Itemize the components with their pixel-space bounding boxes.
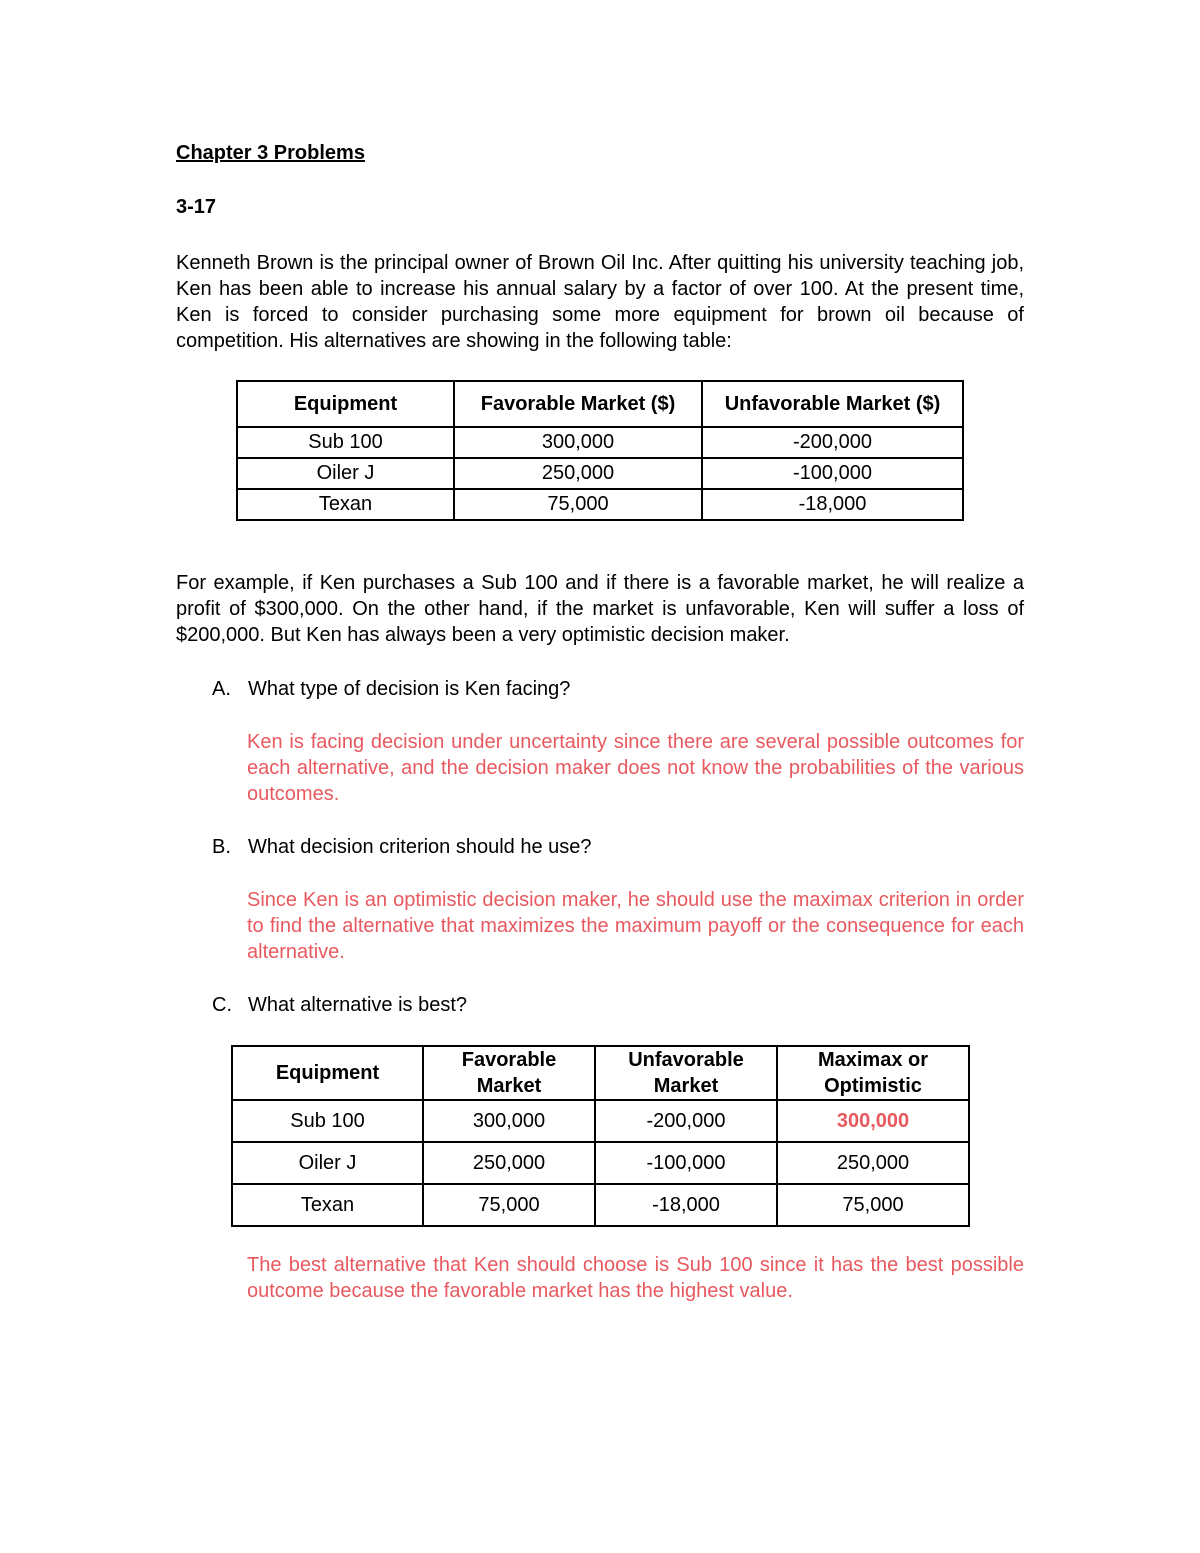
question-text: What alternative is best?	[248, 994, 467, 1016]
header-line: Market	[653, 1075, 719, 1097]
question-text: What decision criterion should he use?	[248, 836, 592, 858]
answer-b: Since Ken is an optimistic decision maker, he should use the maximax criterion in order to find the alternative that maximizes the maximum payoff or the consequence for each alternative.	[247, 889, 1024, 963]
problem-number: 3-17	[176, 196, 217, 218]
table-cell: -100,000	[702, 458, 963, 489]
table-header: Equipment	[237, 381, 454, 427]
table-cell: 300,000	[423, 1100, 595, 1142]
table-cell: 75,000	[454, 489, 702, 520]
header-line: Favorable	[461, 1049, 557, 1071]
table-header-row	[237, 381, 963, 427]
table-header	[777, 1046, 969, 1100]
equipment-table	[236, 380, 964, 521]
example-paragraph: For example, if Ken purchases a Sub 100 and if there is a favorable market, he will realize a profit of $300,000. On the other hand, if the market is unfavorable, Ken will suffer a loss of $200,000. But Ken has always been a very optimistic decision maker.	[176, 572, 1024, 646]
header-line: Unfavorable	[628, 1049, 744, 1071]
highlighted-max-cell: 300,000	[777, 1100, 969, 1142]
table-cell: Oiler J	[232, 1142, 423, 1184]
table-cell: Sub 100	[232, 1100, 423, 1142]
table-header	[232, 1046, 423, 1100]
table-cell: Texan	[237, 489, 454, 520]
maximax-table	[231, 1045, 970, 1227]
table-cell: -200,000	[702, 427, 963, 458]
header-line: Equipment	[275, 1062, 380, 1084]
table-cell: 300,000	[454, 427, 702, 458]
table-cell: Sub 100	[237, 427, 454, 458]
table-row	[232, 1184, 969, 1226]
question-label: B.	[212, 836, 231, 858]
answer-c: The best alternative that Ken should choose is Sub 100 since it has the best possible outcome because the favorable market has the highest value.	[247, 1254, 1024, 1302]
table-cell: 250,000	[777, 1142, 969, 1184]
header-line: Market	[476, 1075, 542, 1097]
table-row	[232, 1100, 969, 1142]
page-title: Chapter 3 Problems	[176, 142, 365, 164]
header-line: Optimistic	[824, 1075, 922, 1097]
question-c	[212, 992, 1024, 1018]
header-line: Maximax or	[817, 1049, 929, 1071]
question-text: What type of decision is Ken facing?	[248, 678, 571, 700]
table-header: Favorable Market ($)	[454, 381, 702, 427]
table-cell: -200,000	[595, 1100, 777, 1142]
table-header	[423, 1046, 595, 1100]
table-cell: Texan	[232, 1184, 423, 1226]
table-cell: 75,000	[423, 1184, 595, 1226]
question-b	[212, 834, 1024, 860]
table-cell: -100,000	[595, 1142, 777, 1184]
table-cell: 250,000	[454, 458, 702, 489]
question-label: A.	[212, 678, 231, 700]
question-a	[212, 676, 1024, 702]
table-cell: -18,000	[595, 1184, 777, 1226]
table-row	[237, 489, 963, 520]
table-cell: 75,000	[777, 1184, 969, 1226]
table-cell: -18,000	[702, 489, 963, 520]
table-row	[237, 458, 963, 489]
table-header-row	[232, 1046, 969, 1100]
table-cell: Oiler J	[237, 458, 454, 489]
intro-paragraph: Kenneth Brown is the principal owner of Brown Oil Inc. After quitting his university teaching job, Ken has been able to increase his annual salary by a factor of over 100. At the present time, Ken is forced to consider purchasing some more equipment for brown oil because of competition. His alternatives are showing in the following table:	[176, 252, 1024, 352]
table-row	[232, 1142, 969, 1184]
table-header: Unfavorable Market ($)	[702, 381, 963, 427]
question-label: C.	[212, 994, 232, 1016]
table-row	[237, 427, 963, 458]
table-cell: 250,000	[423, 1142, 595, 1184]
table-header	[595, 1046, 777, 1100]
answer-a: Ken is facing decision under uncertainty since there are several possible outcomes for each alternative, and the decision maker does not know the probabilities of the various outcomes.	[247, 731, 1024, 805]
